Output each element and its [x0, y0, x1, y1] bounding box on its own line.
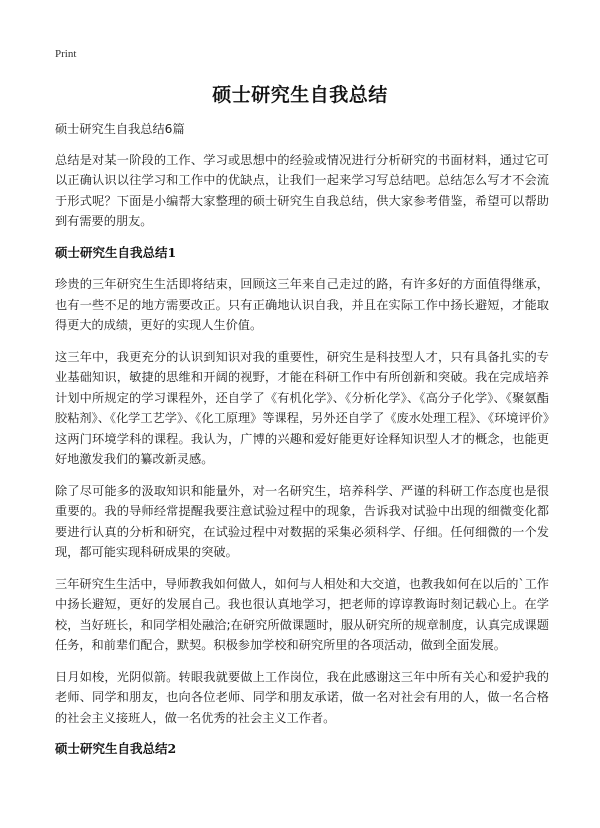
document-title: 硕士研究生自我总结	[212, 84, 388, 106]
section-1-paragraph: 日月如梭，光阴似箭。转眼我就要做上工作岗位，我在此感谢这三年中所有关心和爱护我的老师、同学和朋友，也向各位老师、同学和朋友承诺，做一名对社会有用的人，做一名合格的社会主义接班人，做一名优秀的社会主义工作者。	[55, 669, 549, 725]
section-1-paragraph: 这三年中，我更充分的认识到知识对我的重要性，研究生是科技型人才，只有具备扎实的专业基础知识，敏捷的思维和开阔的视野，才能在科研工作中有所创新和突破。我在完成培养计划中所规定的学习课程外，还自学了《有机化学》、《分析化学》、《高分子化学》、《聚氨酯胶粘剂》、《化学工艺学》、《化工原理》等课程，另外还自学了《废水处理工程》、《环境评价》这两门环境学科的课程。我认为，广博的兴趣和爱好能更好诠释知识型人才的概念，也能更好地激发我们的纂改新灵感。	[55, 349, 549, 466]
intro-paragraph: 总结是对某一阶段的工作、学习或思想中的经验或情况进行分析研究的书面材料，通过它可以正确认识以往学习和工作中的优缺点，让我们一起来学习写总结吧。总结怎么写才不会流于形式呢？下面是小编帮大家整理的硕士研究生自我总结，供大家参考借鉴，希望可以帮助到有需要的朋友。	[55, 152, 549, 228]
section-heading-1: 硕士研究生自我总结1	[55, 244, 177, 260]
document-subtitle: 硕士研究生自我总结6篇	[55, 122, 185, 136]
section-1-paragraph: 三年研究生生活中，导师教我如何做人，如何与人相处和大交道，也教我如何在以后的`工作中扬长避短，更好的发展自己。我也很认真地学习，把老师的谆谆教诲时刻记载心上。在学校，当好班长，和同学相处融洽;在研究所做课题时，服从研究所的规章制度，认真完成课题任务，和前辈们配合，默契。积极参加学校和研究所里的各项活动，做到全面发展。	[55, 576, 549, 652]
section-heading-2: 硕士研究生自我总结2	[55, 741, 177, 756]
document-body	[55, 119, 549, 771]
section-1-paragraph: 除了尽可能多的汲取知识和能量外，对一名研究生，培养科学、严谨的科研工作态度也是很重要的。我的导师经常提醒我要注意试验过程中的现象，告诉我对试验中出现的细微变化都要进行认真的分析和研究，在试验过程中对数据的采集必须科学、仔细。任何细微的一个发现，都可能实现科研成果的突破。	[55, 483, 549, 559]
print-label[interactable]: Print	[55, 48, 77, 60]
section-1-paragraph: 珍贵的三年研究生生活即将结束，回顾这三年来自己走过的路，有许多好的方面值得继承，也有一些不足的地方需要改正。只有正确地认识自我，并且在实际工作中扬长避短，才能取得更大的成绩，更好的实现人生价值。	[55, 277, 549, 332]
